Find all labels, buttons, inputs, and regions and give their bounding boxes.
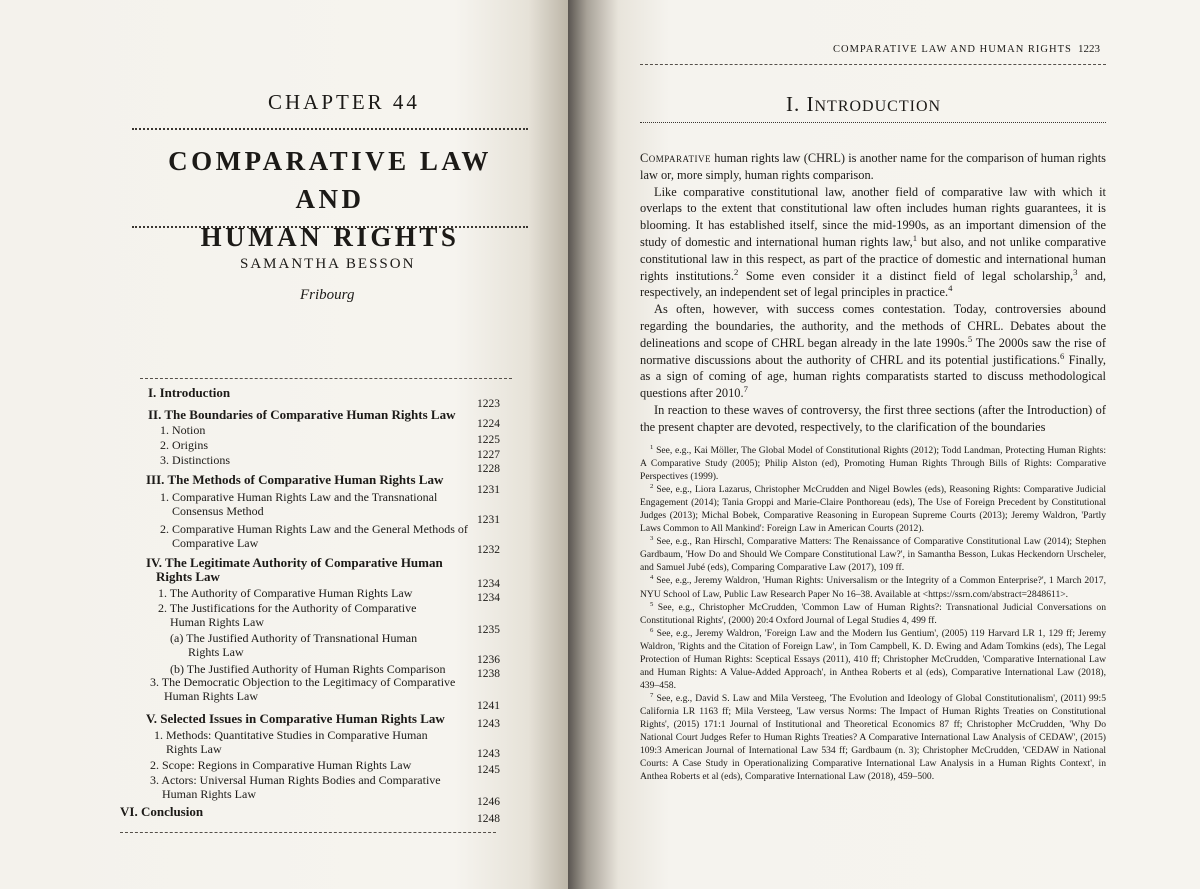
toc-number: VI. <box>120 804 138 819</box>
footnote-ref[interactable]: 6 <box>1059 350 1065 361</box>
footnote <box>640 574 1106 600</box>
toc-top-rule <box>140 378 512 379</box>
paragraph-1-text: human rights law (CHRL) is another name for the comparison of human rights law or, more simply, human rights comparison. <box>640 151 1106 182</box>
chapter-title-line1: COMPARATIVE LAW AND <box>168 146 492 214</box>
toc-page-number: 1232 <box>477 544 500 556</box>
footnote-ref[interactable]: 5 <box>967 333 973 344</box>
toc-label-continued: Rights Law <box>166 742 222 756</box>
footnote <box>640 692 1106 783</box>
footnote-text: See, e.g., Kai Möller, The Global Model of Constitutional Rights (2012); Todd Landman, Protecting Human Rights: A Comparative Study (2005); Philip Alston (ed), Promoting Human Rights Through Bills of Rights: Comparative Perspectives (1999). <box>640 445 1106 483</box>
footnote <box>640 601 1106 627</box>
toc-label-continued: Rights Law <box>156 569 220 584</box>
toc-label: Distinctions <box>172 453 231 467</box>
footnote-number: 3 <box>650 535 654 543</box>
toc-entry[interactable] <box>160 522 468 550</box>
paragraph-3-text: The 2000s saw the rise of normative discussions about the authority of CHRL and its potential justifications. <box>640 335 1106 367</box>
toc-number: 2. <box>158 601 167 615</box>
toc-page-number: 1238 <box>477 668 500 680</box>
running-head: COMPARATIVE LAW AND HUMAN RIGHTS <box>833 44 1072 55</box>
toc-label-continued: Rights Law <box>188 645 244 659</box>
toc-page-number: 1231 <box>477 514 500 526</box>
page-number: 1223 <box>1078 43 1100 55</box>
toc-number: 2. <box>160 438 169 452</box>
toc-entry[interactable] <box>120 805 203 819</box>
toc-entry[interactable] <box>146 473 443 487</box>
toc-number: (a) <box>170 631 184 645</box>
toc-label: The Legitimate Authority of Comparative Human <box>165 555 443 570</box>
footnote-number: 5 <box>650 600 654 608</box>
toc-number: III. <box>146 472 165 487</box>
toc-page-number: 1248 <box>477 813 500 825</box>
toc-number: 3. <box>150 773 159 787</box>
footnote <box>640 627 1106 692</box>
footnote-number: 4 <box>650 574 654 582</box>
paragraph-1-lead: Comparative <box>640 151 711 165</box>
toc-number: 3. <box>160 453 169 467</box>
toc-page-number: 1231 <box>477 484 500 496</box>
footnote-text: See, e.g., Liora Lazarus, Christopher McCrudden and Nigel Bowles (eds), Reasoning Rights: Comparative Judicial Engagement (2014); Tania Groppi and Marie-Claire Ponthoreau (eds), The Use of Foreign Precedent by Constitutional Judges (2013); Michal Bobek, Comparative Reasoning in European Supreme Courts (2013); Jeremy Waldron, 'Partly Laws Common to All Mankind': Foreign Law in American Courts (2012). <box>640 484 1106 535</box>
footnote-text: See, e.g., Jeremy Waldron, 'Foreign Law and the Modern Ius Gentium', (2005) 119 Harvard LR 1, 129 ff; Jeremy Waldron, 'Rights and the Citation of Foreign Law', in Tom Campbell, K. D. Ewing and Adam Tomkins (eds), The Legal Protection of Human Rights: Sceptical Essays (2011), 410 ff; Christopher McCrudden, 'Comparative International Law and Human Rights: A Value-Added Approach', in Anthea Roberts et al (eds), Comparative International Law (2018), 439–458. <box>640 627 1106 691</box>
chapter-title <box>130 142 530 256</box>
section-numeral: I. <box>786 92 801 116</box>
dotted-rule-top <box>132 128 528 130</box>
toc-number: 1. <box>158 586 167 600</box>
toc-entry[interactable] <box>170 631 417 659</box>
toc-label: The Boundaries of Comparative Human Rights Law <box>164 407 456 422</box>
toc-number: I. <box>148 385 157 400</box>
toc-page-number: 1228 <box>477 463 500 475</box>
body-text <box>640 150 1106 436</box>
toc-label: Selected Issues in Comparative Human Rights Law <box>160 711 445 726</box>
toc-number: IV. <box>146 555 163 570</box>
toc-page-number: 1224 <box>477 418 500 430</box>
paragraph-4: In reaction to these waves of controversy, the first three sections (after the Introduction) of the present chapter are devoted, respectively, to the clarification of the boundaries <box>640 402 1106 434</box>
toc-entry[interactable] <box>160 453 230 467</box>
toc-entry[interactable] <box>146 556 443 584</box>
section-title <box>786 92 941 117</box>
toc-number: II. <box>148 407 162 422</box>
toc-label-continued: Human Rights Law <box>170 615 264 629</box>
toc-page-number: 1243 <box>477 718 500 730</box>
toc-label: Scope: Regions in Comparative Human Rights Law <box>162 758 412 772</box>
toc-label: Comparative Human Rights Law and the General Methods of <box>172 522 468 536</box>
toc-label: The Democratic Objection to the Legitimacy of Comparative <box>161 675 456 689</box>
section-title-rest: NTRODUCTION <box>814 98 942 115</box>
toc-label-continued: Human Rights Law <box>164 689 258 703</box>
footnote-ref[interactable]: 4 <box>948 283 953 294</box>
footnote-text: See, e.g., David S. Law and Mila Versteeg, 'The Evolution and Ideology of Global Constitutionalism', (2011) 99:5 California LR 1163 ff; Mila Versteeg, 'Law versus Norms: The Impact of Human Rights Treaties on Constitutional Rights', (2015) 171:1 Journal of Institutional and Theoretical Economics 87 ff; Christopher McCrudden, 'Why Do National Court Judges Refer to Human Rights Treaties? A Comparative International Law Analysis of CEDAW', (2015) 109:3 American Journal of International Law 534 ff; Gardbaum (n. 3); Christopher McCrudden, 'CEDAW in National Courts: A Case Study in Operationalizing Comparative International Law Analysis in a Human Rights Context', in Anthea Roberts et al (eds), Comparative International Law (2018), 459–500. <box>640 692 1106 783</box>
toc-entry[interactable] <box>150 675 455 703</box>
footnote-number: 1 <box>650 443 654 451</box>
toc-entry[interactable] <box>148 408 455 422</box>
toc-entry[interactable] <box>160 490 437 518</box>
toc-entry[interactable] <box>160 438 208 452</box>
toc-entry[interactable] <box>148 386 230 400</box>
toc-page-number: 1241 <box>477 700 500 712</box>
toc-entry[interactable] <box>158 586 412 600</box>
toc-page-number: 1225 <box>477 434 500 446</box>
toc-number: 3. <box>150 675 159 689</box>
toc-number: 1. <box>160 490 169 504</box>
footnote-number: 6 <box>650 626 654 634</box>
toc-label: Conclusion <box>140 804 204 819</box>
footnote-text: See, e.g., Christopher McCrudden, 'Common Law of Human Rights?: Transnational Judicial Conversations on Constitutional Rights', (2000) 20:4 Oxford Journal of Legal Studies 4, 499 ff. <box>640 601 1106 626</box>
toc-label: The Authority of Comparative Human Rights Law <box>169 586 413 600</box>
toc-number: 1. <box>160 423 169 437</box>
footnote <box>640 535 1106 574</box>
toc-bottom-rule <box>120 832 496 833</box>
toc-page-number: 1243 <box>477 748 500 760</box>
toc-label: Methods: Quantitative Studies in Comparative Human <box>166 728 428 742</box>
toc-page-number: 1227 <box>477 449 500 461</box>
toc-label: The Methods of Comparative Human Rights Law <box>167 472 444 487</box>
toc-label: The Justified Authority of Human Rights Comparison <box>186 662 446 676</box>
paragraph-2-text: Like comparative constitutional law, another field of comparative law with which it overlaps to the extent that constitutional law often includes human rights guarantees, it is blooming. It has established itself, since the mid-1990s, as an important dimension of the study of domestic and international human rights law, <box>640 184 1106 249</box>
footnote <box>640 483 1106 535</box>
author-name: SAMANTHA BESSON <box>240 256 416 272</box>
toc-page-number: 1234 <box>477 592 500 604</box>
toc-number: 2. <box>160 522 169 536</box>
toc-label: Introduction <box>159 385 231 400</box>
footnote-ref[interactable]: 7 <box>743 384 748 395</box>
paragraph-2 <box>640 184 1106 302</box>
dotted-rule-bottom <box>132 226 528 228</box>
toc-entry[interactable] <box>150 773 441 801</box>
paragraph-2-text: and, respectively, an independent set of legal principles in practice. <box>640 268 1107 300</box>
right-page <box>568 0 1200 889</box>
footnote-ref[interactable]: 3 <box>1073 266 1078 277</box>
footnote-text: See, e.g., Ran Hirschl, Comparative Matters: The Renaissance of Comparative Constitutional Law (2014); Stephen Gardbaum, 'How Do and Should We Compare Constitutional Law?', in Samantha Besson, Lukas Heckendorn Urscheler, and Samuel Jubé (eds), Comparing Comparative Law (2017), 109 ff. <box>640 536 1106 574</box>
toc-entry[interactable] <box>158 601 416 629</box>
toc-entry[interactable] <box>170 662 445 676</box>
toc-label-continued: Comparative Law <box>172 536 259 550</box>
paragraph-3 <box>640 301 1106 402</box>
toc-number: V. <box>146 711 157 726</box>
toc-number: 2. <box>150 758 159 772</box>
toc-entry[interactable] <box>160 423 205 437</box>
toc-page-number: 1235 <box>477 624 500 636</box>
footnotes <box>640 444 1106 783</box>
left-page <box>0 0 568 889</box>
toc-label: Notion <box>172 423 206 437</box>
toc-entry[interactable] <box>154 728 428 756</box>
toc-number: 1. <box>154 728 163 742</box>
toc-page-number: 1236 <box>477 654 500 666</box>
footnote-text: See, e.g., Jeremy Waldron, 'Human Rights: Universalism or the Integrity of a Common Enterprise?', 1 March 2017, NYU School of Law, Public Law Research Paper No 16–38. Available at <https://ssrn.com/abstract=2848611>. <box>640 575 1106 600</box>
toc-page-number: 1223 <box>477 398 500 410</box>
toc-number: (b) <box>170 662 184 676</box>
paragraph-1 <box>640 150 1106 184</box>
paragraph-3-text: Finally, as a sign of coming of age, human rights comparatists started to discuss methodological questions after 2010. <box>640 352 1106 401</box>
toc-page-number: 1234 <box>477 578 500 590</box>
footnote-number: 7 <box>650 691 654 699</box>
toc-page-number: 1246 <box>477 796 500 808</box>
paragraph-2-text: Some even consider it a distinct field of legal scholarship, <box>738 268 1074 283</box>
section-dotted-rule <box>640 122 1106 123</box>
toc-label: Comparative Human Rights Law and the Transnational <box>172 490 438 504</box>
toc-label-continued: Consensus Method <box>172 504 264 518</box>
footnote-number: 2 <box>650 482 654 490</box>
paragraph-3-text: As often, however, with success comes contestation. Today, controversies abound regarding the boundaries, the authority, and the methods of CHRL. Debates about the delineations and scope of CHRL began already in the late 1990s. <box>640 302 1106 350</box>
author-affiliation: Fribourg <box>300 287 355 303</box>
running-head-rule <box>640 64 1106 65</box>
paragraph-2-text: but also, and not unlike comparative constitutional law in this respect, as part of the practice of domestic and international human rights institutions. <box>640 234 1107 283</box>
toc-label: The Justified Authority of Transnational Human <box>186 631 418 645</box>
toc-label: The Justifications for the Authority of Comparative <box>169 601 417 615</box>
toc-label: Actors: Universal Human Rights Bodies and Comparative <box>161 773 441 787</box>
footnote-ref[interactable]: 2 <box>733 266 739 277</box>
toc-page-number: 1245 <box>477 764 500 776</box>
chapter-title-line2: HUMAN RIGHTS <box>200 222 460 252</box>
toc-entry[interactable] <box>146 712 445 726</box>
toc-entry[interactable] <box>150 758 411 772</box>
footnote-ref[interactable]: 1 <box>912 232 918 243</box>
section-title-cap: I <box>806 92 815 116</box>
chapter-label: CHAPTER 44 <box>268 90 420 114</box>
toc-label-continued: Human Rights Law <box>162 787 256 801</box>
toc-label: Origins <box>172 438 208 452</box>
footnote <box>640 444 1106 483</box>
